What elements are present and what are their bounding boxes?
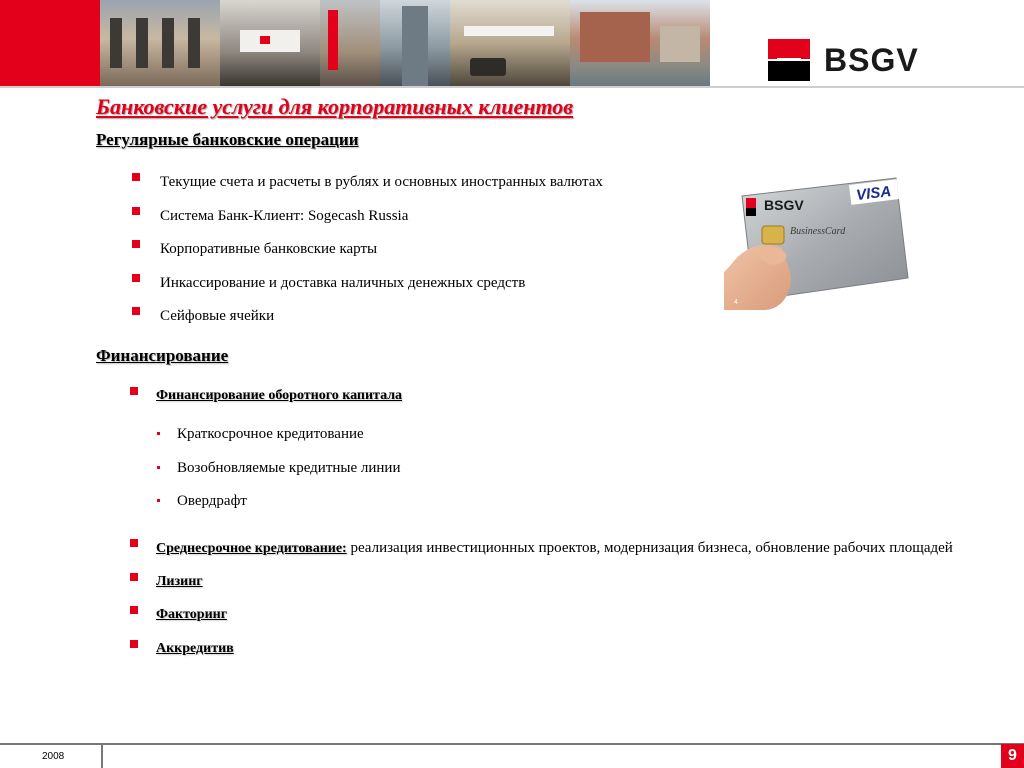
card-label: BusinessCard (790, 226, 846, 237)
footer-year: 2008 (42, 751, 65, 762)
list-item (128, 386, 402, 406)
list-item (130, 172, 603, 206)
list-item (128, 639, 953, 673)
logo-text: BSGV (824, 41, 919, 78)
list-item-text: Текущие счета и расчеты в рублях и основных иностранных валютах (160, 174, 603, 190)
bullet-square-icon (130, 387, 138, 395)
page-title: Банковские услуги для корпоративных клиентов (96, 94, 574, 119)
bullet-square-icon (132, 207, 140, 215)
list-item (128, 605, 953, 639)
factoring-label: Факторинг (156, 607, 228, 622)
tower-photo (380, 0, 450, 86)
list-item-text: Сейфовые ячейки (160, 308, 275, 324)
red-band (0, 0, 100, 86)
list-item (128, 572, 953, 606)
street-photo (320, 0, 380, 86)
bullet-square-icon (130, 539, 138, 547)
sub-list-item-text: Овердрафт (177, 493, 247, 509)
bullet-dot-icon (157, 432, 160, 435)
bullet-square-icon (130, 606, 138, 614)
bullet-square-icon (130, 573, 138, 581)
section-heading-financing: Финансирование (96, 346, 229, 365)
building-photo (100, 0, 220, 86)
sub-list-item (155, 424, 400, 458)
list-item (130, 239, 603, 273)
medium-term-desc: реализация инвестиционных проектов, модернизация бизнеса, обновление рабочих площадей (346, 540, 953, 556)
card-network: VISA (855, 182, 893, 205)
photo-strip (100, 0, 710, 86)
bullet-square-icon (132, 240, 140, 248)
bullet-square-icon (132, 274, 140, 282)
sub-list-item (155, 458, 400, 492)
bullet-square-icon (132, 307, 140, 315)
sub-list-item (155, 491, 400, 525)
bullet-dot-icon (157, 466, 160, 469)
office-photo (220, 0, 320, 86)
list-item-text: Финансирование оборотного капитала (156, 388, 403, 403)
list-item (130, 306, 603, 340)
footer-separator (101, 743, 103, 768)
list-item (130, 206, 603, 240)
river-photo (570, 0, 710, 86)
list-item-text: Система Банк-Клиент: Sogecash Russia (160, 207, 409, 224)
list-item-text: Корпоративные банковские карты (160, 241, 378, 257)
card-brand: BSGV (764, 197, 804, 213)
regular-operations-list (130, 172, 603, 340)
street-photo-2 (450, 0, 570, 86)
working-capital-sublist (155, 424, 400, 525)
sub-list-item-text: Возобновляемые кредитные линии (177, 459, 401, 476)
letter-of-credit-label: Аккредитив (156, 640, 234, 656)
card-small-number: 4 (734, 299, 738, 306)
list-item (128, 538, 953, 572)
bullet-dot-icon (157, 499, 160, 502)
business-card-image (724, 176, 910, 310)
medium-term-label: Среднесрочное кредитование: (156, 541, 347, 556)
logo-mark-icon (768, 39, 810, 81)
sub-list-item-text: Краткосрочное кредитование (177, 426, 364, 442)
footer-divider (0, 743, 1024, 745)
page-number: 9 (1001, 744, 1024, 768)
financing-list-lower (128, 538, 953, 672)
bullet-square-icon (130, 640, 138, 648)
header (0, 0, 1024, 88)
leasing-label: Лизинг (156, 573, 203, 589)
header-divider (0, 86, 1024, 88)
list-item (130, 273, 603, 307)
financing-list (128, 386, 402, 406)
bullet-square-icon (132, 173, 140, 181)
list-item-text: Инкассирование и доставка наличных денежных средств (160, 274, 526, 291)
bsgv-logo (768, 38, 919, 82)
section-heading-regular: Регулярные банковские операции (96, 130, 359, 149)
